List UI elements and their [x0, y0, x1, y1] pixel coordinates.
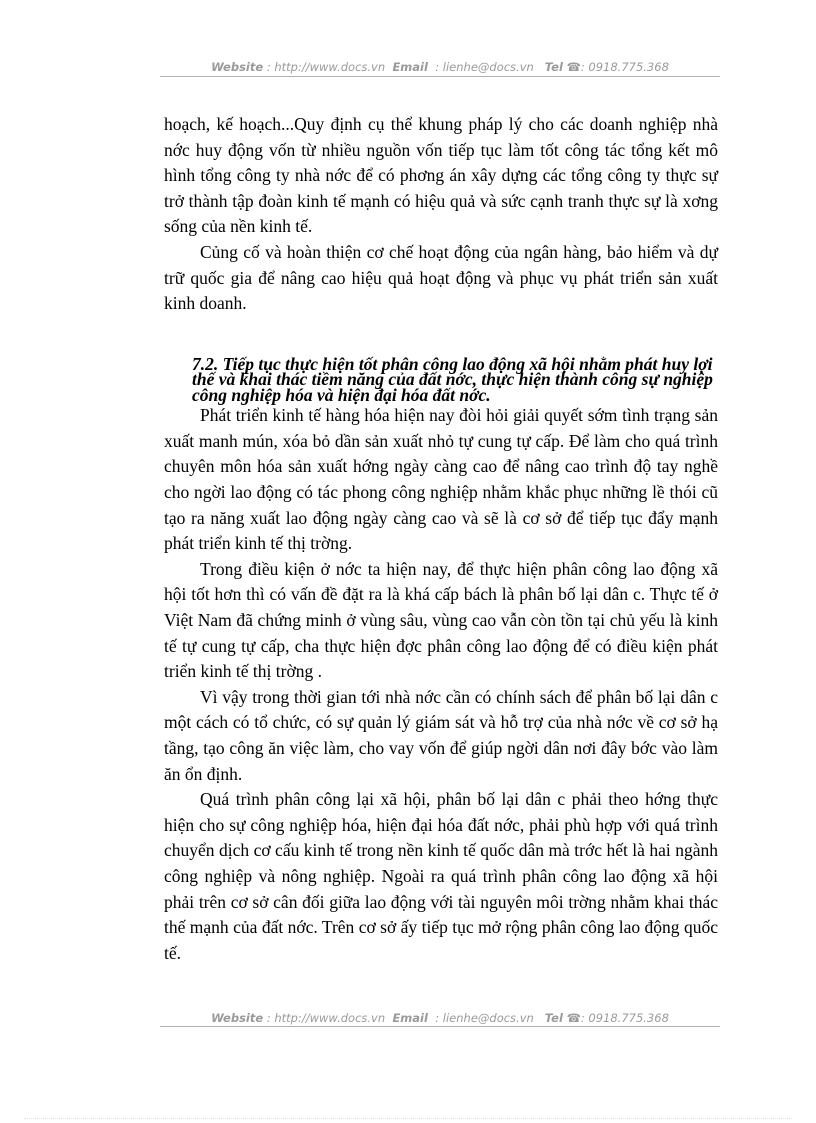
- page-header: [160, 60, 720, 74]
- footer-divider: [160, 1026, 720, 1027]
- footer-website-url: : http://www.docs.vn: [266, 1011, 386, 1025]
- page-bottom-border: [24, 1118, 792, 1119]
- body-paragraph-3: Vì vậy trong thời gian tới nhà nớc cần có chính sách để phân bố lại dân c một cách có tổ chức, có sự quản lý giám sát và hỗ trợ của nhà nớc về cơ sở hạ tầng, tạo công ăn việc làm, cho vay vốn để giúp ngời dân nơi đây bớc vào làm ăn ổn định.: [164, 686, 718, 784]
- header-tel-value: : 0918.775.368: [580, 60, 669, 74]
- footer-website-label: Website: [211, 1011, 264, 1025]
- body-paragraph-4: Quá trình phân công lại xã hội, phân bố lại dân c phải theo hớng thực hiện cho sự công nghiệp hóa, hiện đại hóa đất nớc, phải phù hợp với quá trình chuyển dịch cơ cấu kinh tế trong nền kinh tế quốc dân mà trớc hết là hai ngành công nghiệp và nông nghiệp. Ngoài ra quá trình phân công lao động xã hội phải trên cơ sở cân đối giữa lao động với tài nguyên môi trờng nhằm khai thác thế mạnh của đất nớc. Trên cơ sở ấy tiếp tục mở rộng phân công lao động quốc tế.: [164, 789, 718, 963]
- paragraph-2: Củng cố và hoàn thiện cơ chế hoạt động của ngân hàng, bảo hiểm và dự trữ quốc gia để nâng cao hiệu quả hoạt động và phục vụ phát triển sản xuất kinh doanh.: [164, 241, 718, 314]
- footer-tel-label: Tel: [544, 1011, 563, 1025]
- page-footer: [160, 1011, 720, 1025]
- phone-icon: ☎: [566, 1011, 581, 1025]
- footer-tel-value: : 0918.775.368: [580, 1011, 669, 1025]
- header-tel-label: Tel: [544, 60, 563, 74]
- body-paragraph-2: Trong điều kiện ở nớc ta hiện nay, để thực hiện phân công lao động xã hội tốt hơn thì có vấn đề đặt ra là khá cấp bách là phân bố lại dân c. Thực tế ở Việt Nam đã chứng minh ở vùng sâu, vùng cao vẫn còn tồn tại chủ yếu là kinh tế tự cung tự cấp, cha thực hiện đợc phân công lao động để có điều kiện phát triển kinh tế thị trờng .: [164, 558, 718, 682]
- footer-email-label: Email: [392, 1011, 428, 1025]
- header-email-value: : lienhe@docs.vn: [435, 60, 534, 74]
- header-website-url: : http://www.docs.vn: [266, 60, 386, 74]
- body-paragraph-1: Phát triển kinh tế hàng hóa hiện nay đòi hỏi giải quyết sớm tình trạng sản xuất manh mún, xóa bỏ dần sản xuất nhỏ tự cung tự cấp. Để làm cho quá trình chuyên môn hóa sản xuất hớng ngày càng cao để nâng cao trình độ tay nghề cho ngời lao động có tác phong công nghiệp nhằm khắc phục những lề thói cũ tạo ra năng xuất lao động ngày càng cao và sẽ là cơ sở để tiếp tục đẩy mạnh phát triển kinh tế thị trờng.: [164, 405, 718, 554]
- header-email-label: Email: [392, 60, 428, 74]
- footer-email-value: : lienhe@docs.vn: [435, 1011, 534, 1025]
- phone-icon: ☎: [566, 60, 581, 74]
- paragraph-1: hoạch, kế hoạch...Quy định cụ thể khung pháp lý cho các doanh nghiệp nhà nớc huy động vốn từ nhiều nguồn vốn tiếp tục làm tốt công tác tổng kết mô hình tổng công ty nhà nớc để có phơng án xây dựng các tổng công ty thực sự trở thành tập đoàn kinh tế mạnh có hiệu quả và sức cạnh tranh thực sự là xơng sống của nền kinh tế.: [164, 114, 718, 237]
- header-website-label: Website: [211, 60, 264, 74]
- section-heading: 7.2. Tiếp tục thực hiện tốt phân công lao động xã hội nhằm phát huy lợi thế và khai thác tiềm năng của đất nớc, thực hiện thành công sự nghiệp công nghiệp hóa và hiện đại hóa đất nớc.: [192, 353, 713, 405]
- header-divider: [160, 76, 720, 77]
- page-content: [164, 112, 718, 966]
